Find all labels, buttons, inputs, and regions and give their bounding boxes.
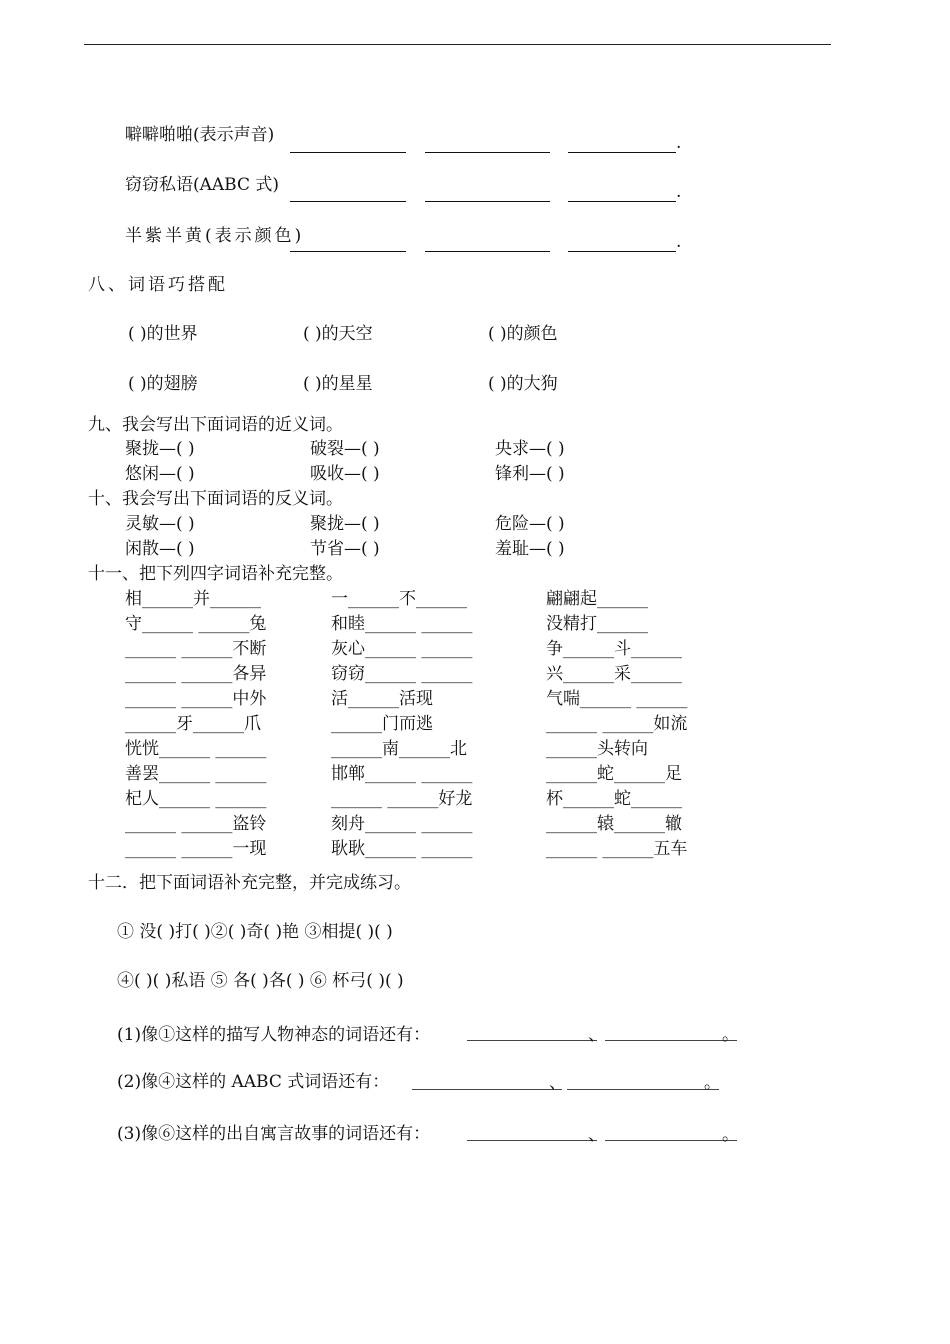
- idiom-item[interactable]: ______头转向: [546, 739, 648, 759]
- question-3: (3)像⑥这样的出自寓言故事的词语还有：: [117, 1124, 431, 1144]
- section-title: 十一、把下列四字词语补充完整。: [88, 564, 343, 584]
- idiom-item[interactable]: 窃窃______ ______: [331, 664, 473, 684]
- idiom-item[interactable]: 刻舟______ ______: [331, 814, 473, 834]
- answer-blank[interactable]: [425, 152, 550, 153]
- sec7-end-1: .: [676, 133, 682, 153]
- antonym-item[interactable]: 羞耻—( ): [495, 539, 565, 559]
- answer-blank[interactable]: [568, 251, 676, 252]
- idiom-item[interactable]: 恍恍______ ______: [125, 739, 267, 759]
- answer-blank[interactable]: [290, 201, 406, 202]
- synonym-item[interactable]: 吸收—( ): [310, 464, 380, 484]
- pair-item[interactable]: ( )的世界: [128, 324, 198, 344]
- idiom-item[interactable]: 气喘______ ______: [546, 689, 688, 709]
- section-title: 九、我会写出下面词语的近义词。: [88, 415, 343, 435]
- answer-blank[interactable]: [467, 1040, 597, 1041]
- fill-line-1[interactable]: ① 没( )打( )②( )奇( )艳 ③相提( )( ): [117, 922, 393, 942]
- synonym-item[interactable]: 锋利—( ): [495, 464, 565, 484]
- period: 。: [704, 1073, 721, 1093]
- answer-blank[interactable]: [605, 1140, 737, 1141]
- sec7-label-2: 窃窃私语(AABC 式): [125, 175, 280, 195]
- idiom-item[interactable]: ______南______北: [331, 739, 467, 759]
- antonym-item[interactable]: 聚拢—( ): [310, 514, 380, 534]
- synonym-item[interactable]: 破裂—( ): [310, 439, 380, 459]
- answer-blank[interactable]: [412, 1089, 562, 1090]
- answer-blank[interactable]: [567, 1089, 719, 1090]
- section-title: 十、我会写出下面词语的反义词。: [88, 489, 343, 509]
- idiom-item[interactable]: 翩翩起______: [546, 589, 648, 609]
- idiom-item[interactable]: 一______不______: [331, 589, 467, 609]
- idiom-item[interactable]: ______ ______盗铃: [125, 814, 267, 834]
- idiom-item[interactable]: 邯郸______ ______: [331, 764, 473, 784]
- idiom-item[interactable]: ______ ______五车: [546, 839, 688, 859]
- question-1: (1)像①这样的描写人物神态的词语还有：: [117, 1025, 431, 1045]
- idiom-item[interactable]: 兴______采______: [546, 664, 682, 684]
- answer-blank[interactable]: [568, 152, 676, 153]
- sec7-end-3: .: [676, 232, 682, 252]
- idiom-item[interactable]: 没精打______: [546, 614, 648, 634]
- idiom-item[interactable]: 杞人______ ______: [125, 789, 267, 809]
- idiom-item[interactable]: 善罢______ ______: [125, 764, 267, 784]
- sec7-label-3: 半紫半黄(表示颜色): [125, 226, 305, 246]
- synonym-item[interactable]: 悠闲—( ): [125, 464, 195, 484]
- separator: 、: [588, 1025, 605, 1045]
- idiom-item[interactable]: 相______并______: [125, 589, 261, 609]
- antonym-item[interactable]: 节省—( ): [310, 539, 380, 559]
- antonym-item[interactable]: 危险—( ): [495, 514, 565, 534]
- pair-item[interactable]: ( )的星星: [303, 374, 373, 394]
- idiom-item[interactable]: ______蛇______足: [546, 764, 682, 784]
- idiom-item[interactable]: ______ ______各异: [125, 664, 267, 684]
- antonym-item[interactable]: 闲散—( ): [125, 539, 195, 559]
- answer-blank[interactable]: [290, 152, 406, 153]
- pair-item[interactable]: ( )的大狗: [488, 374, 558, 394]
- synonym-item[interactable]: 聚拢—( ): [125, 439, 195, 459]
- idiom-item[interactable]: 活______活现: [331, 689, 433, 709]
- idiom-item[interactable]: 争______斗______: [546, 639, 682, 659]
- idiom-item[interactable]: ______ ______中外: [125, 689, 267, 709]
- sec7-label-1: 噼噼啪啪(表示声音): [125, 125, 275, 145]
- separator: 、: [549, 1073, 566, 1093]
- separator: 、: [588, 1125, 605, 1145]
- synonym-item[interactable]: 央求—( ): [495, 439, 565, 459]
- answer-blank[interactable]: [425, 201, 550, 202]
- idiom-item[interactable]: ______辕______辙: [546, 814, 682, 834]
- pair-item[interactable]: ( )的颜色: [488, 324, 558, 344]
- answer-blank[interactable]: [568, 201, 676, 202]
- idiom-item[interactable]: ______ ______不断: [125, 639, 267, 659]
- sec7-end-2: .: [676, 182, 682, 202]
- idiom-item[interactable]: ______牙______爪: [125, 714, 261, 734]
- answer-blank[interactable]: [290, 251, 406, 252]
- idiom-item[interactable]: 守______ ______兔: [125, 614, 267, 634]
- section-title: 八、词语巧搭配: [88, 275, 228, 295]
- question-2: (2)像④这样的 AABC 式词语还有：: [117, 1072, 390, 1092]
- period: 。: [722, 1025, 739, 1045]
- idiom-item[interactable]: 耿耿______ ______: [331, 839, 473, 859]
- answer-blank[interactable]: [425, 251, 550, 252]
- idiom-item[interactable]: ______ ______好龙: [331, 789, 473, 809]
- pair-item[interactable]: ( )的翅膀: [128, 374, 198, 394]
- section-title: 十二．把下面词语补充完整，并完成练习。: [88, 873, 411, 893]
- idiom-item[interactable]: 灰心______ ______: [331, 639, 473, 659]
- header-rule: [84, 44, 831, 45]
- pair-item[interactable]: ( )的天空: [303, 324, 373, 344]
- antonym-item[interactable]: 灵敏—( ): [125, 514, 195, 534]
- idiom-item[interactable]: ______门而逃: [331, 714, 433, 734]
- answer-blank[interactable]: [467, 1140, 597, 1141]
- idiom-item[interactable]: ______ ______一现: [125, 839, 267, 859]
- idiom-item[interactable]: 杯______蛇______: [546, 789, 682, 809]
- answer-blank[interactable]: [605, 1040, 737, 1041]
- idiom-item[interactable]: ______ ______如流: [546, 714, 688, 734]
- idiom-item[interactable]: 和睦______ ______: [331, 614, 473, 634]
- fill-line-2[interactable]: ④( )( )私语 ⑤ 各( )各( ) ⑥ 杯弓( )( ): [117, 971, 404, 991]
- period: 。: [722, 1125, 739, 1145]
